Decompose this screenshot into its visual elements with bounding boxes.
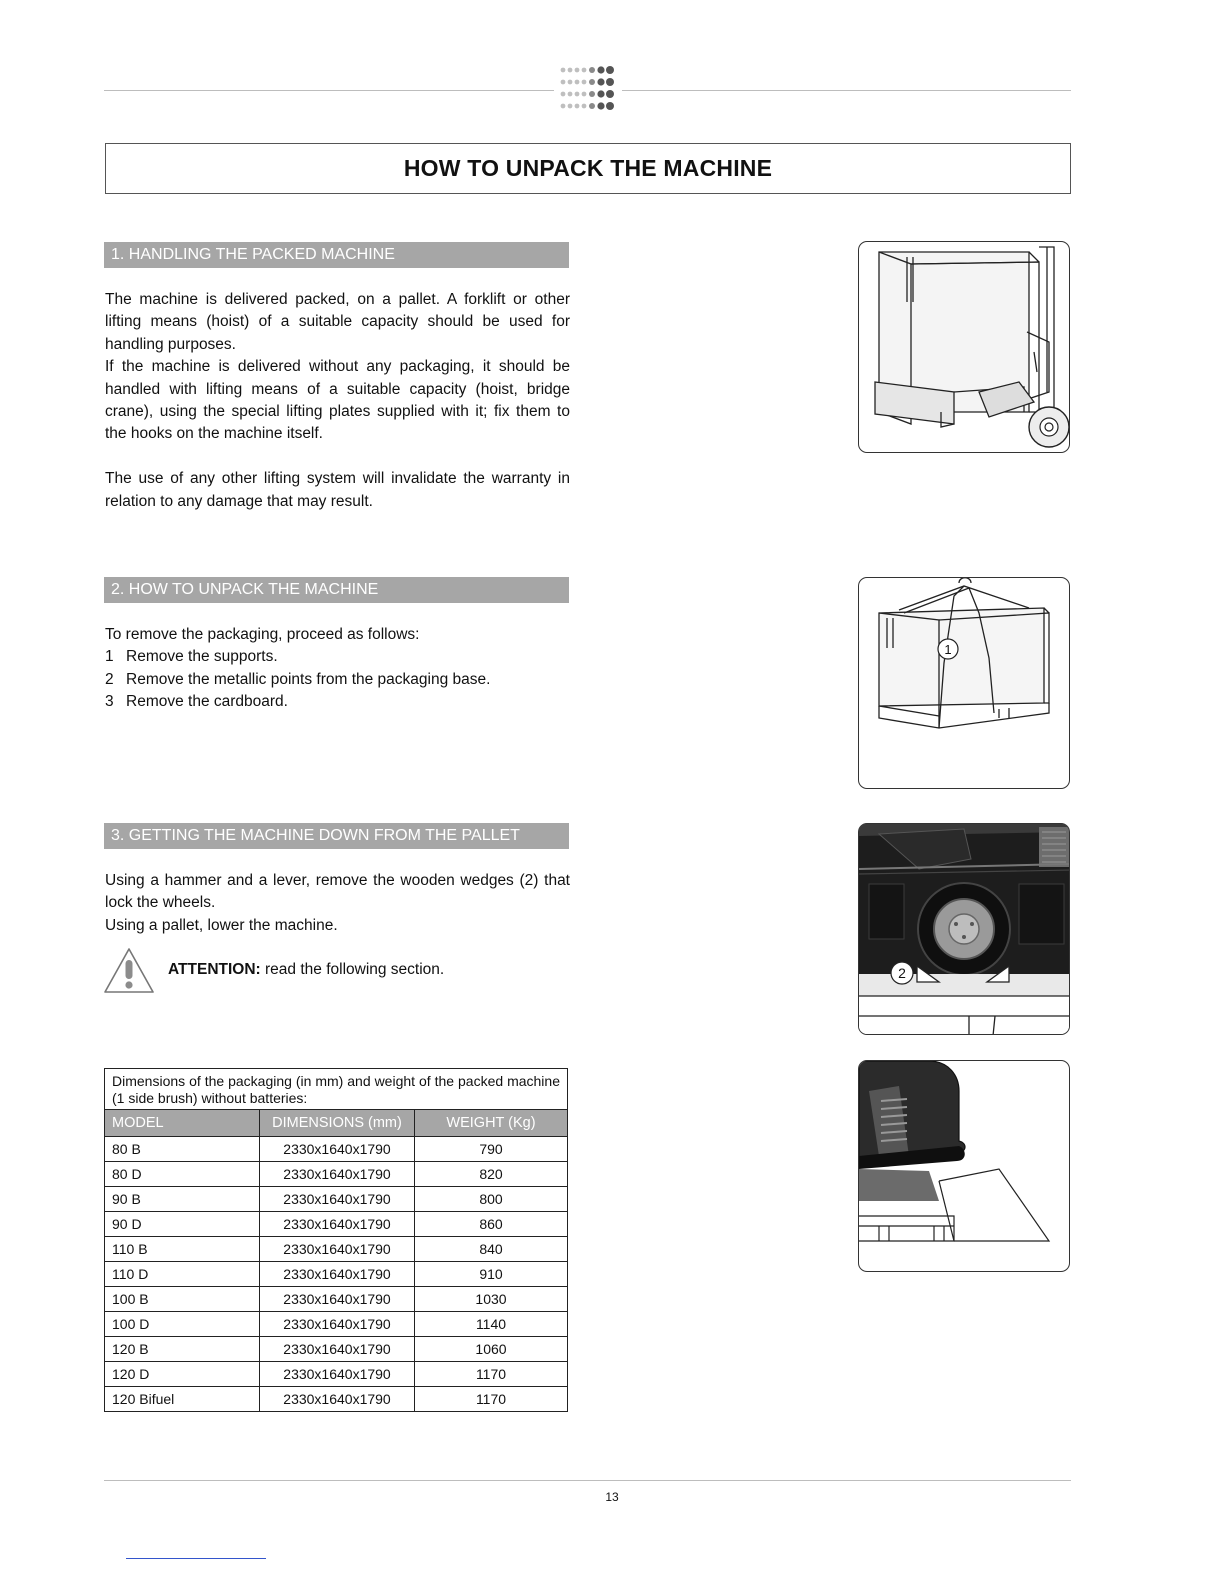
cell-weight: 790 xyxy=(415,1137,568,1162)
cell-weight: 1170 xyxy=(415,1362,568,1387)
cell-weight: 1030 xyxy=(415,1287,568,1312)
figure-ramp-pallet xyxy=(858,1060,1070,1272)
cell-weight: 800 xyxy=(415,1187,568,1212)
cell-weight: 840 xyxy=(415,1237,568,1262)
dimensions-table xyxy=(104,1068,568,1412)
cell-weight: 1170 xyxy=(415,1387,568,1412)
footer-link-underline xyxy=(126,1558,266,1559)
ramp-pallet-illustration xyxy=(859,1061,1070,1272)
cell-model: 80 B xyxy=(105,1137,260,1162)
cell-model: 80 D xyxy=(105,1162,260,1187)
cell-model: 100 D xyxy=(105,1312,260,1337)
cell-weight: 1140 xyxy=(415,1312,568,1337)
section-1-para-3: The use of any other lifting system will invalidate the warranty in relation to any damage that may result. xyxy=(105,470,570,510)
table-row xyxy=(105,1137,568,1162)
section-1-heading: 1. HANDLING THE PACKED MACHINE xyxy=(104,242,569,268)
header-model: MODEL xyxy=(105,1110,260,1137)
step-item xyxy=(105,646,490,668)
table-caption-row xyxy=(105,1069,568,1110)
cell-dimensions: 2330x1640x1790 xyxy=(260,1287,415,1312)
dots-logo-icon xyxy=(558,64,618,118)
cell-weight: 860 xyxy=(415,1212,568,1237)
step-text: Remove the supports. xyxy=(126,648,278,666)
step-text: Remove the cardboard. xyxy=(126,693,288,711)
section-3-para-2: Using a pallet, lower the machine. xyxy=(105,916,338,934)
figure-wheel-wedges xyxy=(858,823,1070,1035)
attention-note xyxy=(168,961,444,979)
cell-dimensions: 2330x1640x1790 xyxy=(260,1337,415,1362)
figure-forklift-packed-machine xyxy=(858,241,1070,453)
table-caption: Dimensions of the packaging (in mm) and weight of the packed machine (1 side brush) without batteries: xyxy=(105,1069,568,1110)
section-1-text xyxy=(105,289,570,513)
wheel-wedges-illustration xyxy=(859,824,1070,1035)
table-row xyxy=(105,1237,568,1262)
step-number: 1 xyxy=(105,648,114,666)
cell-dimensions: 2330x1640x1790 xyxy=(260,1137,415,1162)
page-number: 13 xyxy=(605,1490,619,1504)
cell-dimensions: 2330x1640x1790 xyxy=(260,1312,415,1337)
figure-lifting-straps xyxy=(858,577,1070,789)
cell-dimensions: 2330x1640x1790 xyxy=(260,1387,415,1412)
forklift-illustration xyxy=(859,242,1070,453)
table-row xyxy=(105,1262,568,1287)
cell-model: 120 Bifuel xyxy=(105,1387,260,1412)
cell-weight: 1060 xyxy=(415,1337,568,1362)
step-item xyxy=(105,669,490,691)
cell-model: 100 B xyxy=(105,1287,260,1312)
warning-triangle-icon xyxy=(103,946,155,996)
section-2-steps xyxy=(105,624,490,714)
footer-rule xyxy=(104,1480,1071,1481)
lifting-straps-illustration xyxy=(859,578,1070,789)
header-rule-left xyxy=(104,90,554,91)
figure-2-callout: 1 xyxy=(944,642,952,657)
cell-dimensions: 2330x1640x1790 xyxy=(260,1187,415,1212)
header-rule-right xyxy=(622,90,1071,91)
section-1-para-1: The machine is delivered packed, on a pallet. A forklift or other lifting means (hoist) of a suitable capacity should be used for handling purposes. xyxy=(105,291,570,353)
attention-text: read the following section. xyxy=(260,961,445,978)
attention-label: ATTENTION: xyxy=(168,961,261,978)
cell-model: 120 B xyxy=(105,1337,260,1362)
table-header-row xyxy=(105,1110,568,1137)
cell-model: 90 D xyxy=(105,1212,260,1237)
table-row xyxy=(105,1187,568,1212)
table-row xyxy=(105,1287,568,1312)
header-dimensions: DIMENSIONS (mm) xyxy=(260,1110,415,1137)
table-row xyxy=(105,1312,568,1337)
cell-dimensions: 2330x1640x1790 xyxy=(260,1162,415,1187)
cell-dimensions: 2330x1640x1790 xyxy=(260,1212,415,1237)
cell-model: 90 B xyxy=(105,1187,260,1212)
figure-3-callout: 2 xyxy=(898,965,906,981)
cell-weight: 820 xyxy=(415,1162,568,1187)
table-row xyxy=(105,1162,568,1187)
cell-dimensions: 2330x1640x1790 xyxy=(260,1262,415,1287)
table-row xyxy=(105,1337,568,1362)
cell-weight: 910 xyxy=(415,1262,568,1287)
step-text: Remove the metallic points from the packaging base. xyxy=(126,670,491,688)
section-2-heading: 2. HOW TO UNPACK THE MACHINE xyxy=(104,577,569,603)
table-row xyxy=(105,1212,568,1237)
page-title: HOW TO UNPACK THE MACHINE xyxy=(105,143,1071,194)
cell-model: 110 D xyxy=(105,1262,260,1287)
section-1-para-2: If the machine is delivered without any packaging, it should be handled with lifting means of a suitable capacity (hoist, bridge crane), using the special lifting plates supplied with it; fix them to the hooks on the machine itself. xyxy=(105,358,570,443)
step-item xyxy=(105,691,490,713)
table-row xyxy=(105,1362,568,1387)
cell-model: 110 B xyxy=(105,1237,260,1262)
header-weight: WEIGHT (Kg) xyxy=(415,1110,568,1137)
section-3-heading: 3. GETTING THE MACHINE DOWN FROM THE PALLET xyxy=(104,823,569,849)
cell-dimensions: 2330x1640x1790 xyxy=(260,1237,415,1262)
step-number: 3 xyxy=(105,693,114,711)
step-number: 2 xyxy=(105,670,114,688)
cell-dimensions: 2330x1640x1790 xyxy=(260,1362,415,1387)
section-3-para-1: Using a hammer and a lever, remove the wooden wedges (2) that lock the wheels. xyxy=(105,872,570,912)
table-row xyxy=(105,1387,568,1412)
cell-model: 120 D xyxy=(105,1362,260,1387)
section-2-intro: To remove the packaging, proceed as follows: xyxy=(105,626,420,643)
section-3-text xyxy=(105,870,570,937)
